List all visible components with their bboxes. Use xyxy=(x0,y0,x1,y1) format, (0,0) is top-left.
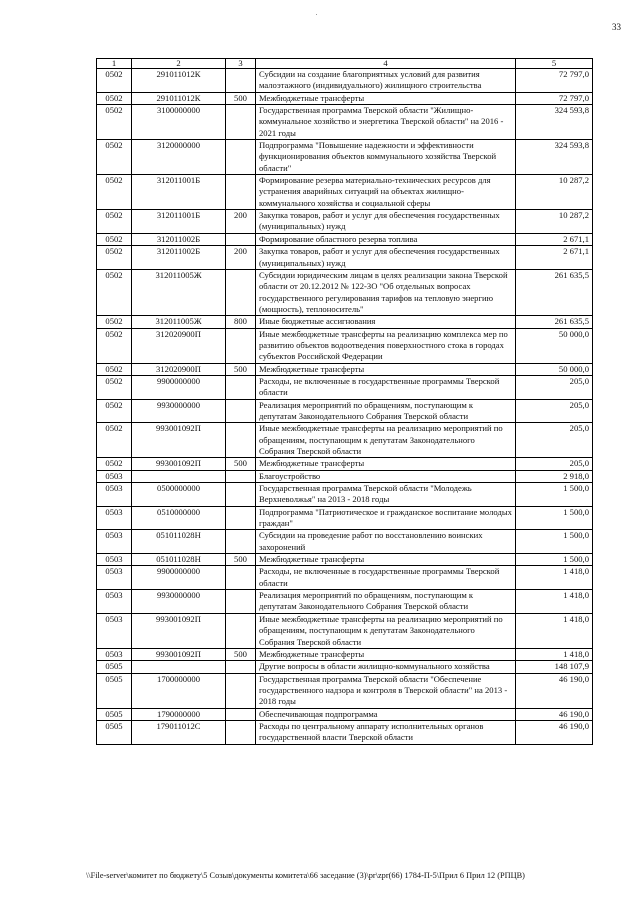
target-article-cell: 1700000000 xyxy=(132,673,226,708)
section-code-cell: 0502 xyxy=(97,375,132,399)
description-cell: Государственная программа Тверской области "Обеспечение государственного надзора и контроля в Тверской области" на 2013 - 2018 годы xyxy=(256,673,516,708)
expense-type-cell xyxy=(226,613,256,648)
target-article-cell: 051011028Н xyxy=(132,530,226,554)
column-header-1: 1 xyxy=(97,59,132,69)
column-header-4: 4 xyxy=(256,59,516,69)
expense-type-cell: 500 xyxy=(226,363,256,375)
amount-cell: 72 797,0 xyxy=(516,69,593,93)
target-article-cell xyxy=(132,661,226,673)
target-article-cell: 993001092П xyxy=(132,458,226,470)
section-code-cell: 0503 xyxy=(97,590,132,614)
description-cell: Расходы, не включенные в государственные программы Тверской области xyxy=(256,566,516,590)
target-article-cell: 9930000000 xyxy=(132,590,226,614)
column-header-5: 5 xyxy=(516,59,593,69)
table-row xyxy=(97,105,593,140)
expense-type-cell xyxy=(226,673,256,708)
description-cell: Реализация мероприятий по обращениям, поступающим к депутатам Законодательного Собрания Тверской области xyxy=(256,590,516,614)
description-cell: Другие вопросы в области жилищно-коммунального хозяйства xyxy=(256,661,516,673)
section-code-cell: 0502 xyxy=(97,269,132,315)
expense-type-cell xyxy=(226,530,256,554)
description-cell: Благоустройство xyxy=(256,470,516,482)
amount-cell: 1 500,0 xyxy=(516,530,593,554)
description-cell: Государственная программа Тверской области "Жилищно-коммунальное хозяйство и энергетика Тверской области" на 2016 - 2021 годы xyxy=(256,105,516,140)
amount-cell: 1 418,0 xyxy=(516,566,593,590)
section-code-cell: 0505 xyxy=(97,708,132,720)
page-number: 33 xyxy=(612,22,621,32)
target-article-cell: 312020900П xyxy=(132,363,226,375)
description-cell: Межбюджетные трансферты xyxy=(256,458,516,470)
table-row xyxy=(97,399,593,423)
table-row xyxy=(97,673,593,708)
table-row xyxy=(97,423,593,458)
section-code-cell: 0503 xyxy=(97,506,132,530)
target-article-cell: 051011028Н xyxy=(132,554,226,566)
amount-cell: 1 418,0 xyxy=(516,613,593,648)
target-article-cell: 312011005Ж xyxy=(132,316,226,328)
scan-speck xyxy=(316,14,317,15)
column-header-3: 3 xyxy=(226,59,256,69)
target-article-cell: 312011001Б xyxy=(132,175,226,210)
table-row xyxy=(97,566,593,590)
expense-type-cell xyxy=(226,69,256,93)
section-code-cell: 0502 xyxy=(97,328,132,363)
amount-cell: 324 593,8 xyxy=(516,105,593,140)
target-article-cell: 3120000000 xyxy=(132,140,226,175)
expense-type-cell: 500 xyxy=(226,92,256,104)
amount-cell: 205,0 xyxy=(516,458,593,470)
description-cell: Субсидии юридическим лицам в целях реализации закона Тверской области от 20.12.2012 № 122-ЗО "Об отдельных вопросах государственного регулирования тарифов на тепловую энергию (мощность), теплоноситель" xyxy=(256,269,516,315)
description-cell: Закупка товаров, работ и услуг для обеспечения государственных (муниципальных) нужд xyxy=(256,210,516,234)
target-article-cell: 312011002Б xyxy=(132,233,226,245)
expense-type-cell: 500 xyxy=(226,648,256,660)
target-article-cell: 312011005Ж xyxy=(132,269,226,315)
section-code-cell: 0503 xyxy=(97,530,132,554)
table-row xyxy=(97,246,593,270)
expense-type-cell: 200 xyxy=(226,246,256,270)
description-cell: Межбюджетные трансферты xyxy=(256,92,516,104)
section-code-cell: 0502 xyxy=(97,69,132,93)
section-code-cell: 0502 xyxy=(97,105,132,140)
table-row xyxy=(97,708,593,720)
amount-cell: 50 000,0 xyxy=(516,363,593,375)
expense-type-cell: 200 xyxy=(226,210,256,234)
budget-table xyxy=(96,58,593,745)
target-article-cell: 993001092П xyxy=(132,613,226,648)
table-row xyxy=(97,269,593,315)
expense-type-cell xyxy=(226,661,256,673)
target-article-cell: 9930000000 xyxy=(132,399,226,423)
target-article-cell: 179011012С xyxy=(132,720,226,744)
description-cell: Государственная программа Тверской области "Молодежь Верхневолжья" на 2013 - 2018 годы xyxy=(256,483,516,507)
amount-cell: 1 500,0 xyxy=(516,554,593,566)
expense-type-cell: 500 xyxy=(226,458,256,470)
target-article-cell: 312020900П xyxy=(132,328,226,363)
description-cell: Формирование резерва материально-технических ресурсов для устранения аварийных ситуаций на объектах жилищно-коммунального хозяйства и социальной сферы xyxy=(256,175,516,210)
target-article-cell: 291011012К xyxy=(132,92,226,104)
expense-type-cell xyxy=(226,233,256,245)
target-article-cell: 0500000000 xyxy=(132,483,226,507)
section-code-cell: 0503 xyxy=(97,554,132,566)
amount-cell: 10 287,2 xyxy=(516,210,593,234)
expense-type-cell xyxy=(226,708,256,720)
expense-type-cell xyxy=(226,423,256,458)
amount-cell: 1 500,0 xyxy=(516,506,593,530)
table-row xyxy=(97,92,593,104)
table-row xyxy=(97,328,593,363)
table-row xyxy=(97,613,593,648)
target-article-cell: 312011001Б xyxy=(132,210,226,234)
target-article-cell: 993001092П xyxy=(132,423,226,458)
table-row xyxy=(97,363,593,375)
description-cell: Межбюджетные трансферты xyxy=(256,648,516,660)
amount-cell: 261 635,5 xyxy=(516,316,593,328)
section-code-cell: 0502 xyxy=(97,363,132,375)
target-article-cell: 0510000000 xyxy=(132,506,226,530)
target-article-cell: 9900000000 xyxy=(132,375,226,399)
header-row xyxy=(97,59,593,69)
target-article-cell: 291011012К xyxy=(132,69,226,93)
amount-cell: 2 671,1 xyxy=(516,233,593,245)
expense-type-cell xyxy=(226,140,256,175)
section-code-cell: 0502 xyxy=(97,246,132,270)
amount-cell: 205,0 xyxy=(516,375,593,399)
table-row xyxy=(97,590,593,614)
description-cell: Субсидии на создание благоприятных условий для развития малоэтажного (индивидуального) жилищного строительства xyxy=(256,69,516,93)
target-article-cell: 993001092П xyxy=(132,648,226,660)
amount-cell: 1 418,0 xyxy=(516,590,593,614)
amount-cell: 205,0 xyxy=(516,423,593,458)
amount-cell: 10 287,2 xyxy=(516,175,593,210)
section-code-cell: 0505 xyxy=(97,673,132,708)
expense-type-cell: 500 xyxy=(226,554,256,566)
amount-cell: 148 107,9 xyxy=(516,661,593,673)
table-row xyxy=(97,530,593,554)
section-code-cell: 0503 xyxy=(97,648,132,660)
table-row xyxy=(97,316,593,328)
description-cell: Иные межбюджетные трансферты на реализацию комплекса мер по развитию объектов водоотведения поверхностного стока в городах субъектов Российской Федерации xyxy=(256,328,516,363)
expense-type-cell xyxy=(226,375,256,399)
section-code-cell: 0505 xyxy=(97,720,132,744)
description-cell: Межбюджетные трансферты xyxy=(256,363,516,375)
amount-cell: 72 797,0 xyxy=(516,92,593,104)
table-row xyxy=(97,233,593,245)
expense-type-cell xyxy=(226,175,256,210)
description-cell: Формирование областного резерва топлива xyxy=(256,233,516,245)
expense-type-cell xyxy=(226,590,256,614)
amount-cell: 1 418,0 xyxy=(516,648,593,660)
expense-type-cell xyxy=(226,470,256,482)
table-row xyxy=(97,483,593,507)
amount-cell: 261 635,5 xyxy=(516,269,593,315)
amount-cell: 46 190,0 xyxy=(516,708,593,720)
section-code-cell: 0502 xyxy=(97,458,132,470)
section-code-cell: 0502 xyxy=(97,92,132,104)
table-row xyxy=(97,140,593,175)
section-code-cell: 0503 xyxy=(97,483,132,507)
table-row xyxy=(97,458,593,470)
expense-type-cell xyxy=(226,720,256,744)
table-row xyxy=(97,720,593,744)
table-row xyxy=(97,175,593,210)
description-cell: Межбюджетные трансферты xyxy=(256,554,516,566)
section-code-cell: 0503 xyxy=(97,613,132,648)
section-code-cell: 0505 xyxy=(97,661,132,673)
target-article-cell: 1790000000 xyxy=(132,708,226,720)
description-cell: Подпрограмма "Патриотическое и гражданское воспитание молодых граждан" xyxy=(256,506,516,530)
expense-type-cell: 800 xyxy=(226,316,256,328)
target-article-cell xyxy=(132,470,226,482)
expense-type-cell xyxy=(226,506,256,530)
amount-cell: 50 000,0 xyxy=(516,328,593,363)
description-cell: Закупка товаров, работ и услуг для обеспечения государственных (муниципальных) нужд xyxy=(256,246,516,270)
section-code-cell: 0502 xyxy=(97,399,132,423)
table-row xyxy=(97,375,593,399)
description-cell: Обеспечивающая подпрограмма xyxy=(256,708,516,720)
target-article-cell: 3100000000 xyxy=(132,105,226,140)
section-code-cell: 0502 xyxy=(97,423,132,458)
amount-cell: 2 671,1 xyxy=(516,246,593,270)
amount-cell: 205,0 xyxy=(516,399,593,423)
table-row xyxy=(97,210,593,234)
expense-type-cell xyxy=(226,566,256,590)
section-code-cell: 0502 xyxy=(97,140,132,175)
target-article-cell: 9900000000 xyxy=(132,566,226,590)
target-article-cell: 312011002Б xyxy=(132,246,226,270)
section-code-cell: 0502 xyxy=(97,210,132,234)
description-cell: Подпрограмма "Повышение надежности и эффективности функционирования объектов коммунального хозяйства Тверской области" xyxy=(256,140,516,175)
expense-type-cell xyxy=(226,269,256,315)
description-cell: Иные межбюджетные трансферты на реализацию мероприятий по обращениям, поступающим к депутатам Законодательного Собрания Тверской области xyxy=(256,423,516,458)
table-row xyxy=(97,661,593,673)
table-row xyxy=(97,554,593,566)
description-cell: Расходы, не включенные в государственные программы Тверской области xyxy=(256,375,516,399)
expense-type-cell xyxy=(226,399,256,423)
section-code-cell: 0502 xyxy=(97,175,132,210)
amount-cell: 1 500,0 xyxy=(516,483,593,507)
table-row xyxy=(97,69,593,93)
expense-type-cell xyxy=(226,483,256,507)
amount-cell: 46 190,0 xyxy=(516,720,593,744)
description-cell: Расходы по центральному аппарату исполнительных органов государственной власти Тверской области xyxy=(256,720,516,744)
expense-type-cell xyxy=(226,105,256,140)
expense-type-cell xyxy=(226,328,256,363)
section-code-cell: 0502 xyxy=(97,233,132,245)
description-cell: Иные межбюджетные трансферты на реализацию мероприятий по обращениям, поступающим к депутатам Законодательного Собрания Тверской области xyxy=(256,613,516,648)
section-code-cell: 0502 xyxy=(97,316,132,328)
table-row xyxy=(97,470,593,482)
amount-cell: 2 918,0 xyxy=(516,470,593,482)
table-body xyxy=(97,69,593,745)
column-header-2: 2 xyxy=(132,59,226,69)
footer-file-path: \\File-server\комитет по бюджету\5 Созыв\документы комитета\66 заседание (3)\pr\zpr(66) 1784-П-5\Прил 6 Прил 12 (РПЦВ) xyxy=(86,871,525,880)
description-cell: Субсидии на проведение работ по восстановлению воинских захоронений xyxy=(256,530,516,554)
description-cell: Иные бюджетные ассигнования xyxy=(256,316,516,328)
section-code-cell: 0503 xyxy=(97,566,132,590)
table-row xyxy=(97,648,593,660)
amount-cell: 324 593,8 xyxy=(516,140,593,175)
table-row xyxy=(97,506,593,530)
amount-cell: 46 190,0 xyxy=(516,673,593,708)
section-code-cell: 0503 xyxy=(97,470,132,482)
description-cell: Реализация мероприятий по обращениям, поступающим к депутатам Законодательного Собрания Тверской области xyxy=(256,399,516,423)
